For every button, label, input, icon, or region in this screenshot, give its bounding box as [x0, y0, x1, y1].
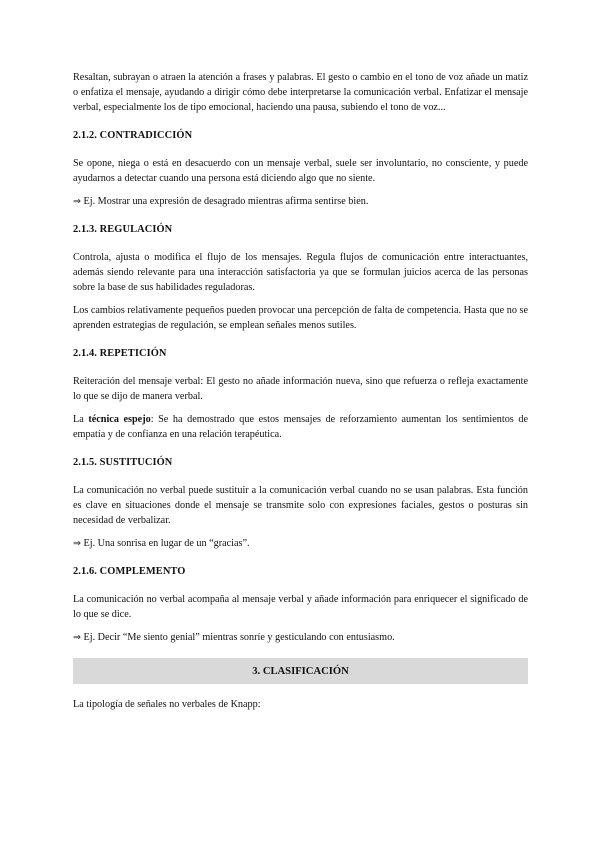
- heading-complemento: 2.1.6. COMPLEMENTO: [73, 566, 186, 577]
- example-text: Ej. Mostrar una expresión de desagrado mientras afirma sentirse bien.: [80, 196, 369, 207]
- paragraph-contradiccion: Se opone, niega o está en desacuerdo con un mensaje verbal, suele ser involuntario, no consciente, y puede ayudarnos a detectar cuando una persona está diciendo algo que no siente.: [73, 158, 528, 184]
- arrow-icon: ⇒: [73, 538, 81, 549]
- heading-sustitucion: 2.1.5. SUSTITUCIÓN: [73, 457, 173, 468]
- paragraph-complemento: La comunicación no verbal acompaña al mensaje verbal y añade información para enriquecer el significado de lo que se dice.: [73, 594, 528, 620]
- text-rest: : Se ha demostrado que estos mensajes de reforzamiento aumentan los sentimientos de empatía y de confianza en una relación terapéutica.: [73, 414, 528, 440]
- bold-term: técnica espejo: [88, 414, 151, 425]
- document-page: [73, 70, 528, 712]
- example-sustitucion: [73, 536, 528, 551]
- heading-regulacion: 2.1.3. REGULACIÓN: [73, 224, 173, 235]
- section-heading-clasificacion: 3. CLASIFICACIÓN: [73, 658, 528, 684]
- example-text: Ej. Decir “Me siento genial” mientras sonríe y gesticulando con entusiasmo.: [80, 632, 395, 643]
- intro-paragraph: Resaltan, subrayan o atraen la atención a frases y palabras. El gesto o cambio en el tono de voz añade un matiz o enfatiza el mensaje, ayudando a dirigir cómo debe interpretarse la comunicación verbal. Enfatizar el mensaje verbal, especialmente los de tipo emocional, haciendo una pausa, subiendo el tono de voz...: [73, 72, 528, 113]
- paragraph-clasificacion: La tipología de señales no verbales de Knapp:: [73, 699, 261, 710]
- paragraph-sustitucion: La comunicación no verbal puede sustituir a la comunicación verbal cuando no se usan palabras. Esta función es clave en situaciones donde el mensaje se transmite solo con expresiones faciales, gestos o posturas sin necesidad de verbalizar.: [73, 485, 528, 526]
- heading-repeticion: 2.1.4. REPETICIÓN: [73, 348, 167, 359]
- paragraph-repeticion-2: [73, 412, 528, 442]
- paragraph-regulacion-1: Controla, ajusta o modifica el flujo de los mensajes. Regula flujos de comunicación entre interactuantes, además siendo relevante para una interacción satisfactoria ya que se formulan juicios acerca de las personas sobre la base de sus habilidades reguladoras.: [73, 252, 528, 293]
- arrow-icon: ⇒: [73, 632, 81, 643]
- paragraph-regulacion-2: Los cambios relativamente pequeños pueden provocar una percepción de falta de competencia. Hasta que no se aprenden estrategias de regulación, se emplean señales menos sutiles.: [73, 305, 528, 331]
- heading-contradiccion: 2.1.2. CONTRADICCIÓN: [73, 130, 193, 141]
- example-text: Ej. Una sonrisa en lugar de un “gracias”.: [80, 538, 250, 549]
- example-contradiccion: [73, 194, 528, 209]
- example-complemento: [73, 630, 528, 645]
- arrow-icon: ⇒: [73, 196, 81, 207]
- text-prefix: La: [73, 414, 89, 425]
- paragraph-repeticion-1: Reiteración del mensaje verbal: El gesto no añade información nueva, sino que refuerza o refleja exactamente lo que se dijo de manera verbal.: [73, 376, 528, 402]
